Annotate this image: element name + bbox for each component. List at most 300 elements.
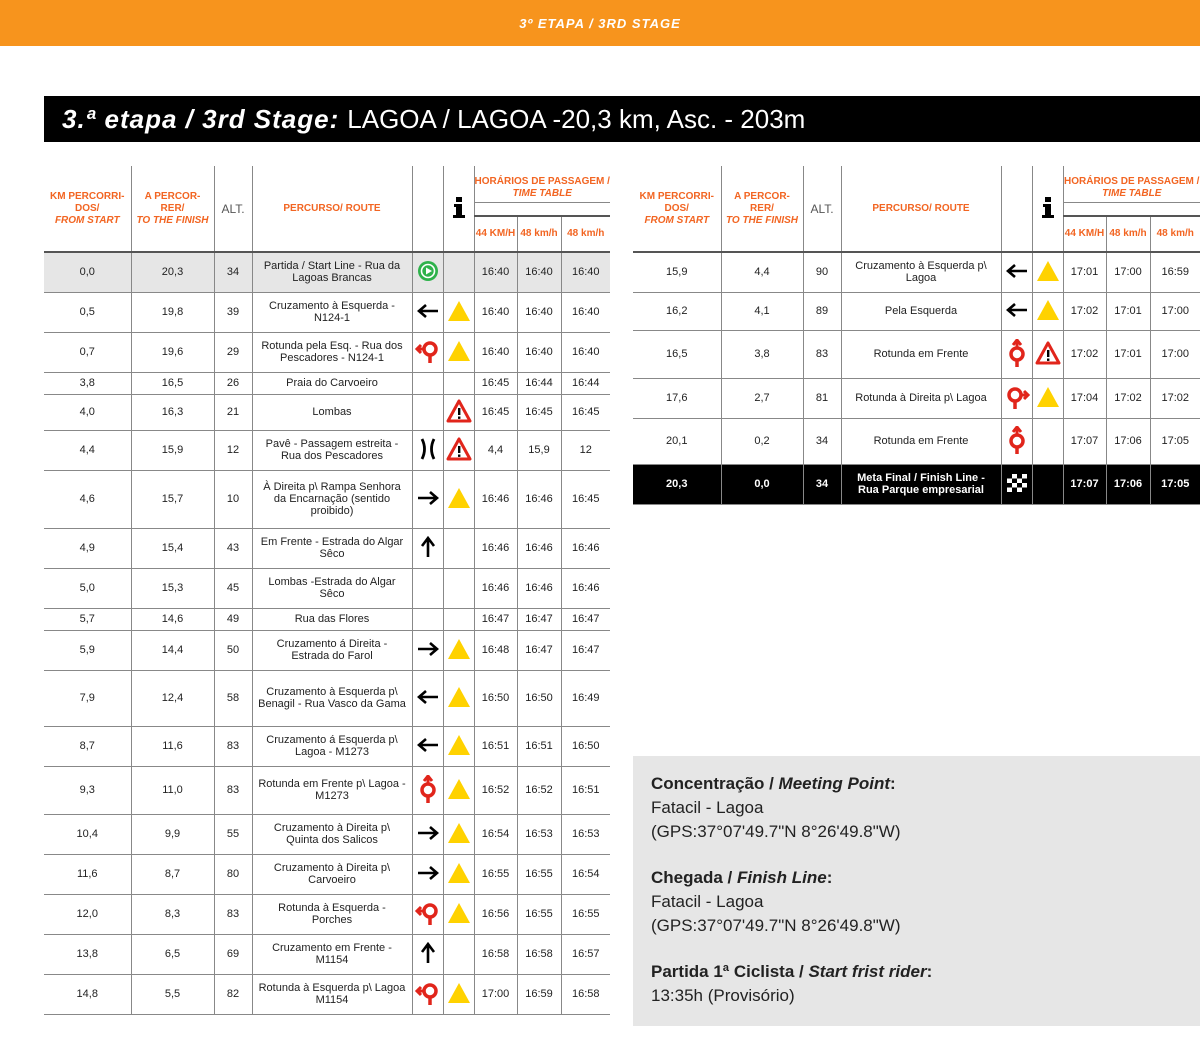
warning-cell [443,766,474,814]
meeting-point-label: Concentração / Meeting Point: [651,774,896,793]
caution-icon [447,638,471,663]
table-row [633,464,1200,504]
direction-cell [412,394,443,430]
time-44-cell: 16:46 [474,568,517,608]
finish-line-gps: (GPS:37°07'49.7"N 8°26'49.8"W) [651,916,901,935]
km-done-cell: 16,5 [633,330,721,378]
time-44-cell: 16:54 [474,814,517,854]
time-48a-cell: 16:44 [517,372,561,394]
time-48a-cell: 16:53 [517,814,561,854]
warning-cell [1032,330,1063,378]
route-cell: Meta Final / Finish Line - Rua Parque empresarial [841,464,1001,504]
time-44-cell: 16:55 [474,854,517,894]
caution-icon [447,734,471,759]
table-row [44,670,610,726]
route-cell: Lombas -Estrada do Algar Sêco [252,568,412,608]
danger-icon [446,437,472,464]
warning-cell [443,854,474,894]
time-48b-cell: 16:46 [561,528,610,568]
time-44-cell: 17:02 [1063,330,1106,378]
caution-icon [447,982,471,1007]
route-cell: Cruzamento á Direita - Estrada do Farol [252,630,412,670]
direction-cell [1001,252,1032,292]
direction-cell [412,670,443,726]
caution-icon [447,902,471,927]
km-left-cell: 19,6 [131,332,214,372]
finish-flag-icon [1007,474,1027,495]
time-48a-cell: 16:55 [517,894,561,934]
col-schedule: HORÁRIOS DE PASSAGEM / TIME TABLE [474,166,610,216]
time-44-cell: 17:04 [1063,378,1106,418]
table-row [633,292,1200,330]
km-done-cell: 4,0 [44,394,131,430]
route-cell: Em Frente - Estrada do Algar Sêco [252,528,412,568]
arrow-up-icon [420,942,436,967]
col-alt: ALT. [803,166,841,252]
roundabout-right-icon [1004,384,1030,413]
time-48b-cell: 16:49 [561,670,610,726]
start-rider-block [651,960,1182,1008]
table-row [633,330,1200,378]
stage-title-bar [44,96,1200,142]
warning-cell [443,372,474,394]
caution-icon [1036,386,1060,411]
col-km-left: A PERCOR- RER/ TO THE FINISH [721,166,803,252]
direction-cell [412,252,443,292]
time-48a-cell: 17:06 [1106,418,1150,464]
time-48a-cell: 16:51 [517,726,561,766]
caution-icon [447,778,471,803]
roundabout-left-icon [415,900,441,929]
altitude-cell: 34 [803,464,841,504]
time-44-cell: 16:40 [474,252,517,292]
time-48b-cell: 16:58 [561,974,610,1014]
speed-48a-header: 48 km/h [517,216,561,252]
time-48a-cell: 17:01 [1106,330,1150,378]
info-box [633,756,1200,1026]
warning-cell [1032,418,1063,464]
altitude-cell: 69 [214,934,252,974]
altitude-cell: 10 [214,470,252,528]
route-cell: Rua das Flores [252,608,412,630]
km-left-cell: 12,4 [131,670,214,726]
time-48b-cell: 16:40 [561,252,610,292]
km-left-cell: 2,7 [721,378,803,418]
direction-cell [412,528,443,568]
route-table-left [44,166,610,1015]
caution-icon [447,822,471,847]
time-44-cell: 16:50 [474,670,517,726]
direction-cell [1001,418,1032,464]
caution-icon [447,487,471,512]
time-48b-cell: 16:54 [561,854,610,894]
warning-cell [443,894,474,934]
col-route: PERCURSO/ ROUTE [252,166,412,252]
table-row [44,894,610,934]
info-icon [1041,196,1055,222]
time-48b-cell: 16:44 [561,372,610,394]
warning-cell [1032,292,1063,330]
table-row [44,854,610,894]
speed-48b-header: 48 km/h [561,216,610,252]
table-row [44,726,610,766]
km-done-cell: 4,6 [44,470,131,528]
km-left-cell: 4,1 [721,292,803,330]
time-48a-cell: 17:00 [1106,252,1150,292]
route-cell: Cruzamento à Direita p\ Carvoeiro [252,854,412,894]
route-cell: Rotunda em Frente p\ Lagoa - M1273 [252,766,412,814]
warning-cell [443,394,474,430]
time-48b-cell: 16:57 [561,934,610,974]
caution-icon [447,862,471,887]
speed-48b-header: 48 km/h [1150,216,1200,252]
time-48b-cell: 16:59 [1150,252,1200,292]
arrow-left-icon [416,737,440,756]
time-48a-cell: 16:40 [517,292,561,332]
direction-cell [1001,464,1032,504]
arrow-right-icon [416,490,440,509]
km-done-cell: 10,4 [44,814,131,854]
time-48b-cell: 16:40 [561,332,610,372]
km-done-cell: 0,7 [44,332,131,372]
caution-icon [447,686,471,711]
km-done-cell: 4,9 [44,528,131,568]
time-48a-cell: 16:50 [517,670,561,726]
stage-header-text: 3º ETAPA / 3RD STAGE [519,15,681,31]
direction-cell [412,854,443,894]
arrow-right-icon [416,865,440,884]
km-left-cell: 15,9 [131,430,214,470]
route-cell: Cruzamento à Direita p\ Quinta dos Salicos [252,814,412,854]
table-row [44,252,610,292]
direction-cell [412,568,443,608]
km-left-cell: 5,5 [131,974,214,1014]
table-row [44,568,610,608]
altitude-cell: 49 [214,608,252,630]
col-km-done: KM PERCORRI- DOS/ FROM START [633,166,721,252]
speed-48a-header: 48 km/h [1106,216,1150,252]
danger-icon [1035,341,1061,368]
time-44-cell: 16:40 [474,332,517,372]
direction-cell [1001,378,1032,418]
table-header-row [633,166,1200,216]
speed-44-header: 44 KM/H [474,216,517,252]
meeting-point-place: Fatacil - Lagoa [651,798,764,817]
direction-cell [412,332,443,372]
caution-icon [1036,299,1060,324]
table-row [44,528,610,568]
table-header-row [44,166,610,216]
time-48b-cell: 12 [561,430,610,470]
time-48b-cell: 16:45 [561,470,610,528]
time-48a-cell: 16:47 [517,630,561,670]
km-left-cell: 19,8 [131,292,214,332]
col-route: PERCURSO/ ROUTE [841,166,1001,252]
warning-cell [443,670,474,726]
time-48b-cell: 16:55 [561,894,610,934]
direction-cell [412,430,443,470]
time-44-cell: 4,4 [474,430,517,470]
time-44-cell: 17:02 [1063,292,1106,330]
warning-cell [443,470,474,528]
time-48a-cell: 17:06 [1106,464,1150,504]
col-alt: ALT. [214,166,252,252]
warning-cell [1032,378,1063,418]
km-left-cell: 0,0 [721,464,803,504]
km-done-cell: 14,8 [44,974,131,1014]
warning-cell [443,814,474,854]
time-44-cell: 16:52 [474,766,517,814]
direction-cell [412,974,443,1014]
altitude-cell: 34 [214,252,252,292]
time-44-cell: 16:40 [474,292,517,332]
table-row [44,372,610,394]
altitude-cell: 80 [214,854,252,894]
km-left-cell: 11,0 [131,766,214,814]
direction-cell [1001,292,1032,330]
warning-cell [443,974,474,1014]
caution-icon [1036,260,1060,285]
km-done-cell: 20,3 [633,464,721,504]
time-48b-cell: 16:47 [561,608,610,630]
km-done-cell: 16,2 [633,292,721,330]
altitude-cell: 83 [214,726,252,766]
time-48a-cell: 16:58 [517,934,561,974]
altitude-cell: 82 [214,974,252,1014]
direction-cell [412,726,443,766]
info-icon [452,196,466,222]
meeting-point-gps: (GPS:37°07'49.7"N 8°26'49.8"W) [651,822,901,841]
km-done-cell: 3,8 [44,372,131,394]
altitude-cell: 55 [214,814,252,854]
roundabout-left-icon [415,980,441,1009]
start-rider-time: 13:35h (Provisório) [651,986,795,1005]
route-cell: Pela Esquerda [841,292,1001,330]
warning-cell [1032,464,1063,504]
route-cell: Cruzamento à Esquerda -N124-1 [252,292,412,332]
altitude-cell: 43 [214,528,252,568]
time-48a-cell: 16:40 [517,252,561,292]
time-48a-cell: 16:46 [517,528,561,568]
time-48b-cell: 16:40 [561,292,610,332]
time-48a-cell: 16:40 [517,332,561,372]
table-row [44,394,610,430]
altitude-cell: 29 [214,332,252,372]
caution-icon [447,300,471,325]
time-44-cell: 16:56 [474,894,517,934]
time-44-cell: 16:51 [474,726,517,766]
time-48a-cell: 17:02 [1106,378,1150,418]
arrow-left-icon [1005,263,1029,282]
roundabout-left-icon [415,338,441,367]
route-cell: Cruzamento em Frente - M1154 [252,934,412,974]
route-cell: À Direita p\ Rampa Senhora da Encarnação (sentido proibido) [252,470,412,528]
km-done-cell: 8,7 [44,726,131,766]
route-cell: Rotunda à Direita p\ Lagoa [841,378,1001,418]
km-done-cell: 20,1 [633,418,721,464]
table-row [633,378,1200,418]
km-left-cell: 8,7 [131,854,214,894]
km-done-cell: 5,0 [44,568,131,608]
direction-cell [412,894,443,934]
warning-cell [443,568,474,608]
direction-cell [412,814,443,854]
roundabout-front-icon [415,775,441,806]
time-48b-cell: 16:46 [561,568,610,608]
table-row [44,766,610,814]
route-cell: Rotunda pela Esq. - Rua dos Pescadores - N124-1 [252,332,412,372]
km-done-cell: 5,9 [44,630,131,670]
altitude-cell: 83 [803,330,841,378]
direction-cell [412,766,443,814]
warning-cell [1032,252,1063,292]
time-48a-cell: 15,9 [517,430,561,470]
col-direction [412,166,443,252]
km-left-cell: 8,3 [131,894,214,934]
stage-title-route: LAGOA / LAGOA -20,3 km, Asc. - 203m [347,103,806,134]
route-cell: Partida / Start Line - Rua da Lagoas Brancas [252,252,412,292]
time-48b-cell: 17:05 [1150,464,1200,504]
time-48a-cell: 17:01 [1106,292,1150,330]
km-left-cell: 16,3 [131,394,214,430]
stage-header-band [0,0,1200,46]
table-row [633,418,1200,464]
route-cell: Rotunda em Frente [841,418,1001,464]
warning-cell [443,630,474,670]
km-done-cell: 7,9 [44,670,131,726]
table-row [44,814,610,854]
altitude-cell: 50 [214,630,252,670]
time-48b-cell: 17:05 [1150,418,1200,464]
direction-cell [412,470,443,528]
warning-cell [443,292,474,332]
route-cell: Rotunda em Frente [841,330,1001,378]
km-done-cell: 0,0 [44,252,131,292]
km-left-cell: 9,9 [131,814,214,854]
time-44-cell: 16:45 [474,372,517,394]
time-44-cell: 17:07 [1063,464,1106,504]
route-cell: Pavê - Passagem estreita - Rua dos Pescadores [252,430,412,470]
time-48a-cell: 16:47 [517,608,561,630]
altitude-cell: 45 [214,568,252,608]
time-48a-cell: 16:59 [517,974,561,1014]
warning-cell [443,430,474,470]
finish-line-label: Chegada / Finish Line: [651,868,833,887]
time-44-cell: 16:58 [474,934,517,974]
arrow-right-icon [416,641,440,660]
arrow-left-icon [1005,302,1029,321]
altitude-cell: 39 [214,292,252,332]
km-done-cell: 15,9 [633,252,721,292]
col-direction [1001,166,1032,252]
table-row [44,332,610,372]
direction-cell [412,630,443,670]
altitude-cell: 21 [214,394,252,430]
direction-cell [412,934,443,974]
finish-line-place: Fatacil - Lagoa [651,892,764,911]
table-row [44,608,610,630]
arrow-left-icon [416,303,440,322]
start-icon [417,260,439,285]
roundabout-front-icon [1004,339,1030,370]
table-row [44,974,610,1014]
km-left-cell: 3,8 [721,330,803,378]
time-48a-cell: 16:52 [517,766,561,814]
col-km-left: A PERCOR- RER/ TO THE FINISH [131,166,214,252]
col-info [443,166,474,252]
direction-cell [1001,330,1032,378]
route-cell: Cruzamento á Esquerda p\ Lagoa - M1273 [252,726,412,766]
km-done-cell: 0,5 [44,292,131,332]
km-left-cell: 15,4 [131,528,214,568]
altitude-cell: 81 [803,378,841,418]
warning-cell [443,934,474,974]
km-left-cell: 4,4 [721,252,803,292]
altitude-cell: 34 [803,418,841,464]
km-left-cell: 0,2 [721,418,803,464]
km-done-cell: 4,4 [44,430,131,470]
table-row [44,934,610,974]
time-48b-cell: 16:53 [561,814,610,854]
warning-cell [443,332,474,372]
altitude-cell: 12 [214,430,252,470]
time-44-cell: 17:00 [474,974,517,1014]
time-44-cell: 17:01 [1063,252,1106,292]
col-schedule: HORÁRIOS DE PASSAGEM / TIME TABLE [1063,166,1200,216]
danger-icon [446,399,472,426]
km-left-cell: 15,7 [131,470,214,528]
warning-cell [443,252,474,292]
altitude-cell: 83 [214,894,252,934]
start-rider-label: Partida 1ª Ciclista / Start frist rider: [651,962,933,981]
km-left-cell: 6,5 [131,934,214,974]
col-info [1032,166,1063,252]
altitude-cell: 83 [214,766,252,814]
altitude-cell: 26 [214,372,252,394]
col-km-done: KM PERCORRI- DOS/ FROM START [44,166,131,252]
km-left-cell: 14,4 [131,630,214,670]
km-done-cell: 11,6 [44,854,131,894]
narrow-road-icon [417,437,439,464]
direction-cell [412,372,443,394]
caution-icon [447,340,471,365]
time-48b-cell: 16:47 [561,630,610,670]
time-48b-cell: 17:02 [1150,378,1200,418]
warning-cell [443,528,474,568]
table-row [633,252,1200,292]
altitude-cell: 90 [803,252,841,292]
time-48b-cell: 17:00 [1150,330,1200,378]
altitude-cell: 58 [214,670,252,726]
route-cell: Rotunda à Esquerda - Porches [252,894,412,934]
km-done-cell: 5,7 [44,608,131,630]
time-44-cell: 16:46 [474,528,517,568]
table-row [44,430,610,470]
time-44-cell: 16:45 [474,394,517,430]
time-48a-cell: 16:55 [517,854,561,894]
km-left-cell: 11,6 [131,726,214,766]
altitude-cell: 89 [803,292,841,330]
meeting-point-block [651,772,1182,844]
table-row [44,292,610,332]
direction-cell [412,608,443,630]
time-48b-cell: 17:00 [1150,292,1200,330]
time-48b-cell: 16:45 [561,394,610,430]
km-done-cell: 12,0 [44,894,131,934]
route-cell: Cruzamento à Esquerda p\ Lagoa [841,252,1001,292]
time-44-cell: 16:48 [474,630,517,670]
km-done-cell: 17,6 [633,378,721,418]
